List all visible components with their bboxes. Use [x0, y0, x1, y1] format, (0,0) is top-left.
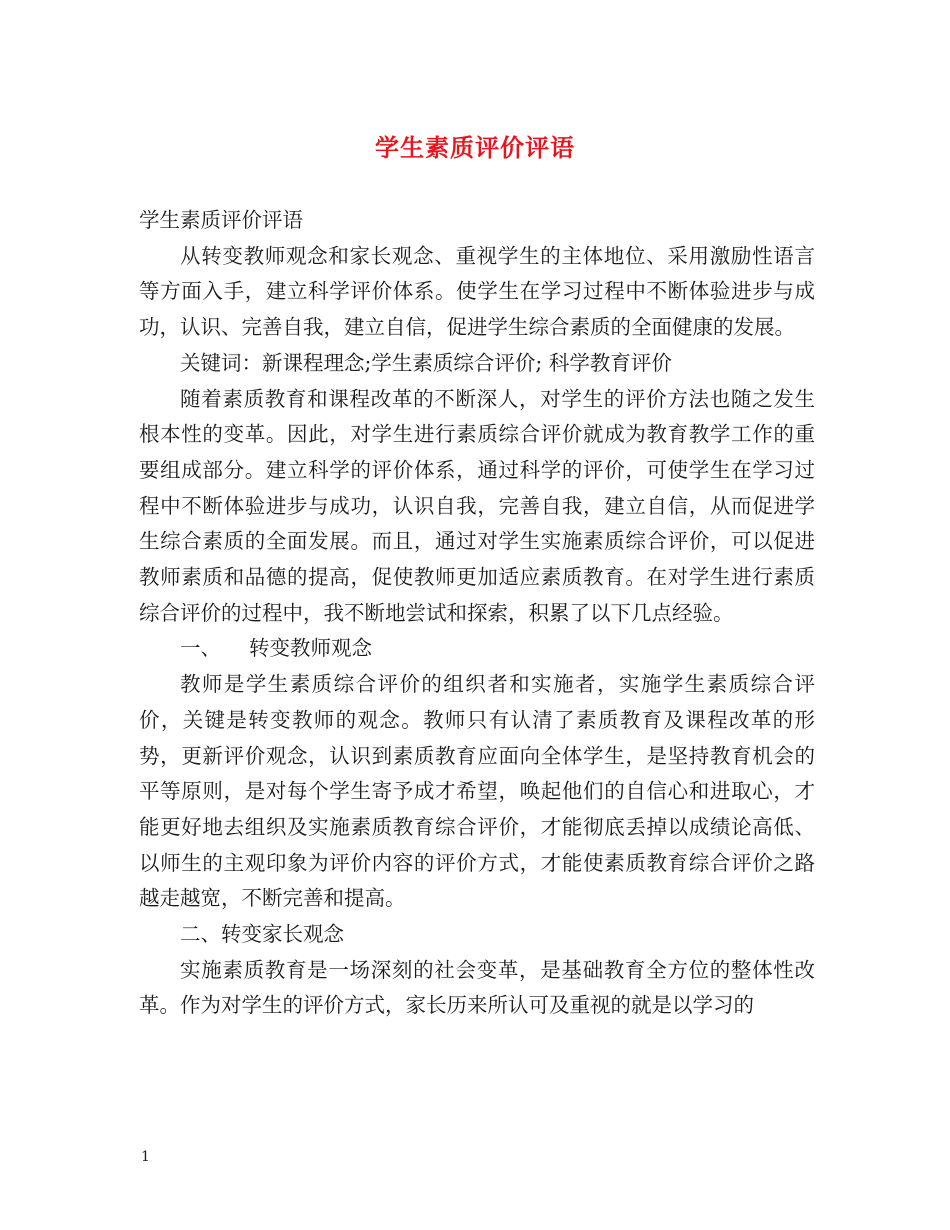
keywords-line: 关键词：新课程理念;学生素质综合评价; 科学教育评价 — [180, 350, 672, 375]
document-title: 学生素质评价评语 — [375, 133, 575, 162]
abstract-paragraph: 从转变教师观念和家长观念、重视学生的主体地位、采用激励性语言等方面入手，建立科学评价体系。使学生在学习过程中不断体验进步与成功，认识、完善自我，建立自信，促进学生综合素质的全面健康的发展。 — [139, 243, 815, 340]
intro-paragraph: 随着素质教育和课程改革的不断深人，对学生的评价方法也随之发生根本性的变革。因此，对学生进行素质综合评价就成为教育教学工作的重要组成部分。建立科学的评价体系，通过科学的评价，可使学生在学习过程中不断体验进步与成功，认识自我，完善自我，建立自信，从而促进学生综合素质的全面发展。而且，通过对学生实施素质综合评价，可以促进教师素质和品德的提高，促使教师更加适应素质教育。在对学生进行素质综合评价的过程中，我不断地尝试和探索，积累了以下几点经验。 — [139, 386, 815, 625]
page-number: 1 — [141, 1149, 150, 1165]
section-1-number: 一、 — [180, 636, 221, 661]
document-body — [139, 203, 815, 1024]
section-1-heading — [139, 631, 815, 667]
section-2-paragraph: 实施素质教育是一场深刻的社会变革，是基础教育全方位的整体性改革。作为对学生的评价方式，家长历来所认可及重视的就是以学习的 — [139, 957, 815, 1018]
subtitle-line: 学生素质评价评语 — [139, 208, 303, 232]
section-2-heading: 二、转变家长观念 — [180, 922, 344, 947]
section-1-paragraph: 教师是学生素质综合评价的组织者和实施者，实施学生素质综合评价，关键是转变教师的观念。教师只有认清了素质教育及课程改革的形势，更新评价观念，认识到素质教育应面向全体学生，是坚持教育机会的平等原则，是对每个学生寄予成才希望，唤起他们的自信心和进取心，才能更好地去组织及实施素质教育综合评价，才能彻底丢掉以成绩论高低、以师生的主观印象为评价内容的评价方式，才能使素质教育综合评价之路越走越宽，不断完善和提高。 — [139, 672, 815, 911]
section-1-title: 转变教师观念 — [249, 636, 372, 661]
